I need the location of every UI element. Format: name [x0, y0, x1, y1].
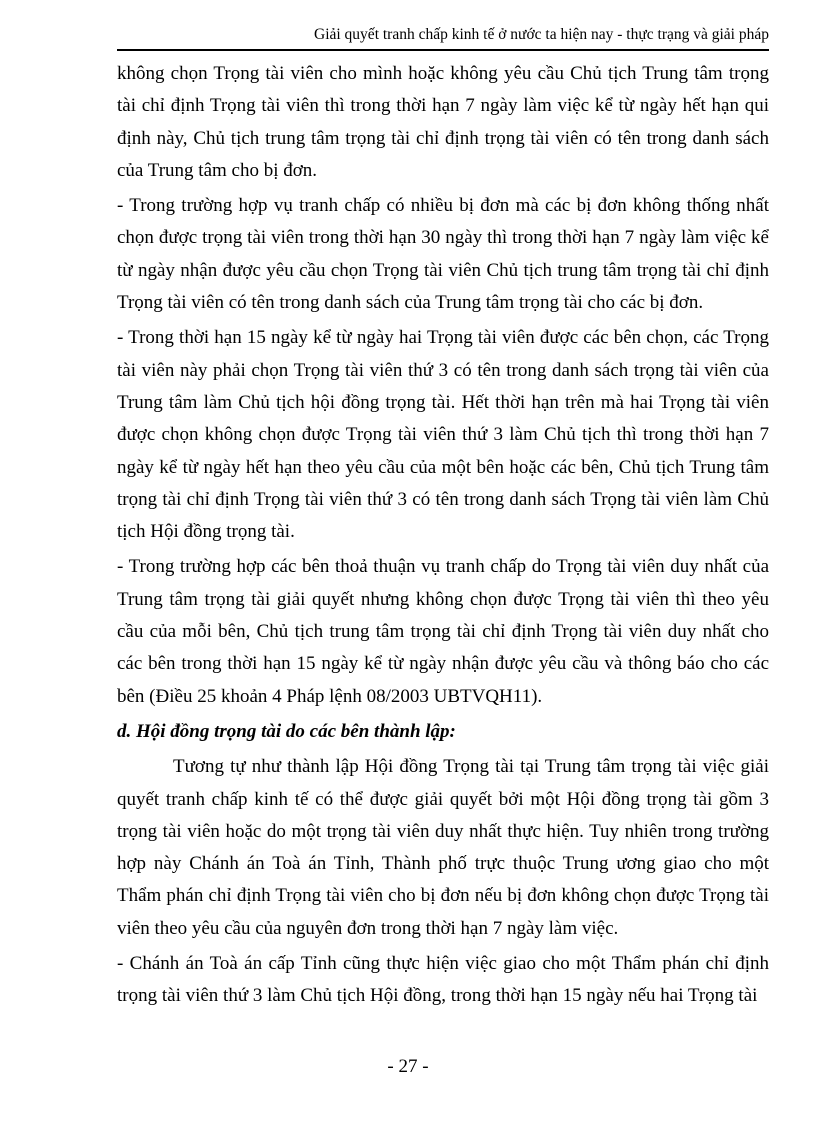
page-number: - 27 -: [387, 1056, 429, 1077]
header-divider: [117, 49, 769, 51]
paragraph-third-arbitrator: - Trong thời hạn 15 ngày kể từ ngày hai Trọng tài viên được các bên chọn, các Trọng tài viên này phải chọn Trọng tài viên thứ 3 có tên trong danh sách trọng tài viên của Trung tâm làm Chủ tịch hội đồng trọng tài. Hết thời hạn trên mà hai Trọng tài viên được chọn không chọn được Trọng tài viên thứ 3 làm Chủ tịch thì trong thời hạn 7 ngày kể từ ngày hết hạn theo yêu cầu của một bên hoặc các bên, Chủ tịch Trung tâm trọng tài chỉ định Trọng tài viên thứ 3 có tên trong danh sách Trọng tài viên làm Chủ tịch Hội đồng trọng tài.: [117, 327, 769, 543]
page-content: [117, 58, 769, 1016]
paragraph-continuation: không chọn Trọng tài viên cho mình hoặc không yêu cầu Chủ tịch Trung tâm trọng tài chỉ định Trọng tài viên thì trong thời hạn 7 ngày làm việc kể từ ngày hết hạn qui định này, Chủ tịch trung tâm trọng tài chỉ định trọng tài viên có tên trong danh sách của Trung tâm cho bị đơn.: [117, 63, 769, 181]
paragraph-chief-judge: - Chánh án Toà án cấp Tỉnh cũng thực hiện việc giao cho một Thẩm phán chỉ định trọng tài viên thứ 3 làm Chủ tịch Hội đồng, trong thời hạn 15 ngày nếu hai Trọng tài: [117, 953, 769, 1007]
paragraph-ad-hoc-tribunal: Tương tự như thành lập Hội đồng Trọng tài tại Trung tâm trọng tài việc giải quyết tranh chấp kinh tế có thể được giải quyết bởi một Hội đồng trọng tài gồm 3 trọng tài viên hoặc do một trọng tài viên duy nhất thực hiện. Tuy nhiên trong trường hợp này Chánh án Toà án Tỉnh, Thành phố trực thuộc Trung ương giao cho một Thẩm phán chỉ định Trọng tài viên cho bị đơn nếu bị đơn không chọn được Trọng tài viên theo yêu cầu của nguyên đơn trong thời hạn 7 ngày làm việc.: [117, 756, 769, 939]
section-heading: d. Hội đồng trọng tài do các bên thành lập:: [117, 720, 456, 742]
paragraph-multiple-defendants: - Trong trường hợp vụ tranh chấp có nhiều bị đơn mà các bị đơn không thống nhất chọn được trọng tài viên trong thời hạn 30 ngày thì trong thời hạn 7 ngày làm việc kể từ ngày nhận được yêu cầu chọn Trọng tài viên Chủ tịch trung tâm trọng tài chỉ định Trọng tài viên có tên trong danh sách của Trung tâm trọng tài cho các bị đơn.: [117, 195, 769, 314]
running-header: Giải quyết tranh chấp kinh tế ở nước ta hiện nay - thực trạng và giải pháp: [314, 26, 769, 43]
paragraph-sole-arbitrator: - Trong trường hợp các bên thoả thuận vụ tranh chấp do Trọng tài viên duy nhất của Trung tâm trọng tài giải quyết nhưng không chọn được Trọng tài viên thì theo yêu cầu của mỗi bên, Chủ tịch trung tâm trọng tài chỉ định Trọng tài viên duy nhất cho các bên trong thời hạn 15 ngày kể từ ngày nhận được yêu cầu và thông báo cho các bên (Điều 25 khoản 4 Pháp lệnh 08/2003 UBTVQH11).: [117, 556, 769, 707]
